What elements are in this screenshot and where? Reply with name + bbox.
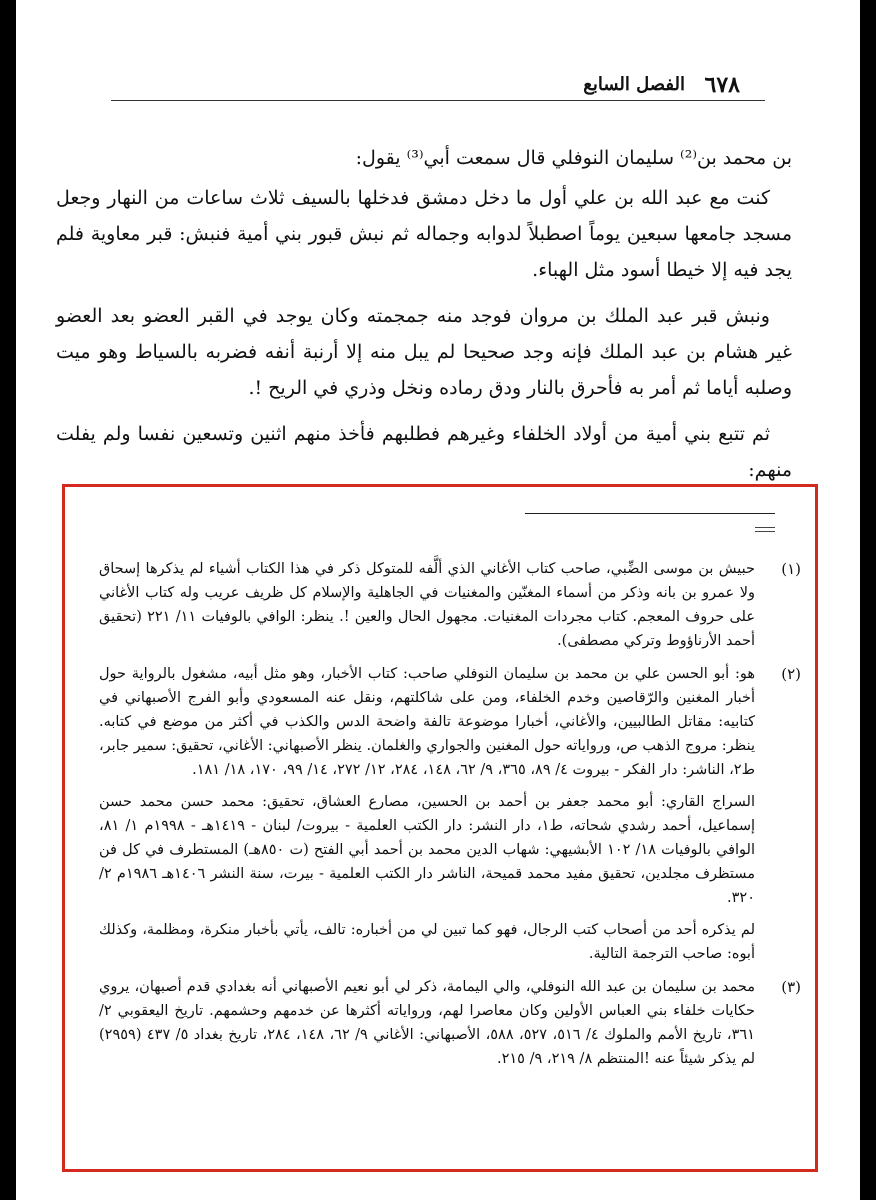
- footnote-1: [99, 557, 801, 653]
- footnote-text: لم يذكره أحد من أصحاب كتب الرجال، فهو كما تبين لي من أخباره: تالف، يأتي بأخبار منكرة، ومظلمة، وكذلك أبوه: صاحب الترجمة التالية.: [99, 922, 755, 962]
- book-page: [16, 0, 860, 1200]
- footnote-body: [99, 557, 755, 653]
- footnote-double-rule: [755, 527, 775, 532]
- body-paragraph: كنت مع عبد الله بن علي أول ما دخل دمشق فدخلها بالسيف ثلاث ساعات من النهار وجعل مسجد جامعها سبعين يوماً اصطبلاً لدوابه وجماله ثم نبش قبور بني أمية فنبش: قبر معاوية فلم يجد فيه إلا خيطا أسود مثل الهباء.: [56, 187, 792, 281]
- footnote-body: [99, 975, 755, 1071]
- footnote-text: محمد بن سليمان بن عبد الله النوفلي، والي اليمامة، ذكر لي أبو نعيم الأصبهاني أنه بغدادي قدم أصبهان، يروي حكايات خلفاء بني العباس الأولين وكان معاصرا لهم، ورواياته أكثرها عن خدمهم وحشمهم. تاريخ اليعقوبي ٢/ ٣٦١، تاريخ الأمم والملوك ٤/ ٥١٦، ٥٢٧، ٥٨٨، الأصبهاني: الأغاني ٩/ ٦٢، ١٤٨، ٢٨٤، تاريخ بغداد ٥/ ٤٣٧ (٢٩٥٩) لم يذكر شيئاً عنه !المنتظم ٨/ ٢١٩، ٩/ ٢١٥.: [99, 979, 755, 1067]
- footnote-text: حبيش بن موسى الضِّبي، صاحب كتاب الأغاني الذي ألَّفه للمتوكل ذكر في هذا الكتاب أشياء لم يذكرها إسحاق ولا عمرو بن بانه وذكر من أسماء المغنّين والمغنيات في الجاهلية والإسلام كل ظريف عريب وله كتاب الأغاني على حروف المعجم. كتاب مجردات المغنيات. مجهول الحال والعين !. ينظر: الوافي بالوفيات ١١/ ٢٢١ (تحقيق أحمد الأرناؤوط وتركي مصطفى).: [99, 561, 756, 649]
- body-paragraph: ونبش قبر عبد الملك بن مروان فوجد منه جمجمته وكان يوجد في القبر العضو بعد العضو غير هشام بن عبد الملك فإنه وجد صحيحا لم يبل منه إلا أرنبة أنفه فضربه بالسياط وهو ميت وصلبه أياما ثم أمر به فأحرق بالنار ودق رماده ونخل وذري في الريح !.: [56, 305, 792, 399]
- footnotes: [99, 557, 801, 1080]
- chapter-title: الفصل السابع: [583, 74, 685, 95]
- body-paragraph: بن محمد بن⁽²⁾ سليمان النوفلي قال سمعت أبي⁽³⁾ يقول:: [355, 147, 792, 169]
- footnote-text: هو: أبو الحسن علي بن محمد بن سليمان النوفلي صاحب: كتاب الأخبار، وهو مثل أبيه، مشغول بالرواية حول أخبار المغنين والرّقاصين وخدم الخلفاء، ومن على شاكلتهم، ونقل عنه المسعودي وأبو الفرج الأصبهاني في كتابيه: مقاتل الطالبيين، والأغاني، أخبارا موضوعة تالفة واضحة الدس والكذب في أكثر من موضع في كتابه. ينظر: مروج الذهب ص، ورواياته حول المغنين والجواري والغلمان. ينظر الأصبهاني: الأغاني، تحقيق: سمير جابر، ط٢، الناشر: دار الفكر - بيروت ٤/ ٨٩، ٣٦٥، ٩/ ٦٢، ١٤٨، ٢٨٤، ١٢/ ٢٧٢، ١٤/ ٩٩، ١٧٠، ١٨/ ١٨١.: [99, 666, 755, 778]
- page-number: ٦٧٨: [704, 72, 740, 98]
- footnote-number: (٢): [781, 665, 801, 683]
- body-paragraph: ثم تتبع بني أمية من أولاد الخلفاء وغيرهم فطلبهم فأخذ منهم اثنين وتسعين نفسا ولم يفلت منهم:: [56, 423, 792, 481]
- footnote-body: [99, 662, 755, 966]
- footnote-separator: [525, 513, 775, 514]
- main-text: [56, 140, 792, 492]
- footnote-number: (١): [781, 560, 801, 578]
- page-header: [16, 64, 860, 104]
- footnote-2: [99, 662, 801, 966]
- header-divider: [111, 100, 765, 101]
- footnote-3: [99, 975, 801, 1071]
- footnote-text: السراج القاري: أبو محمد جعفر بن أحمد بن الحسين، مصارع العشاق، تحقيق: محمد حسن محمد حسن إسماعيل، أحمد رشدي شحاته، ط١، دار النشر: دار الكتب العلمية - بيروت/ لبنان - ١٤١٩هـ - ١٩٩٨م ١/ ٨١، الوافي بالوفيات ١٨/ ١٠٢ الأبشيهي: شهاب الدين محمد بن أحمد أبي الفتح (ت ٨٥٠هـ) المستطرف في كل فن مستظرف مجلدين، تحقيق مفيد محمد قميحة، الناشر دار الكتب العلمية - بيرت، سنة النشر ١٤٠٦هـ ١٩٨٦م ٢/ ٣٢٠.: [99, 794, 756, 906]
- footnotes-highlight-box: [62, 484, 818, 1172]
- footnote-number: (٣): [781, 978, 801, 996]
